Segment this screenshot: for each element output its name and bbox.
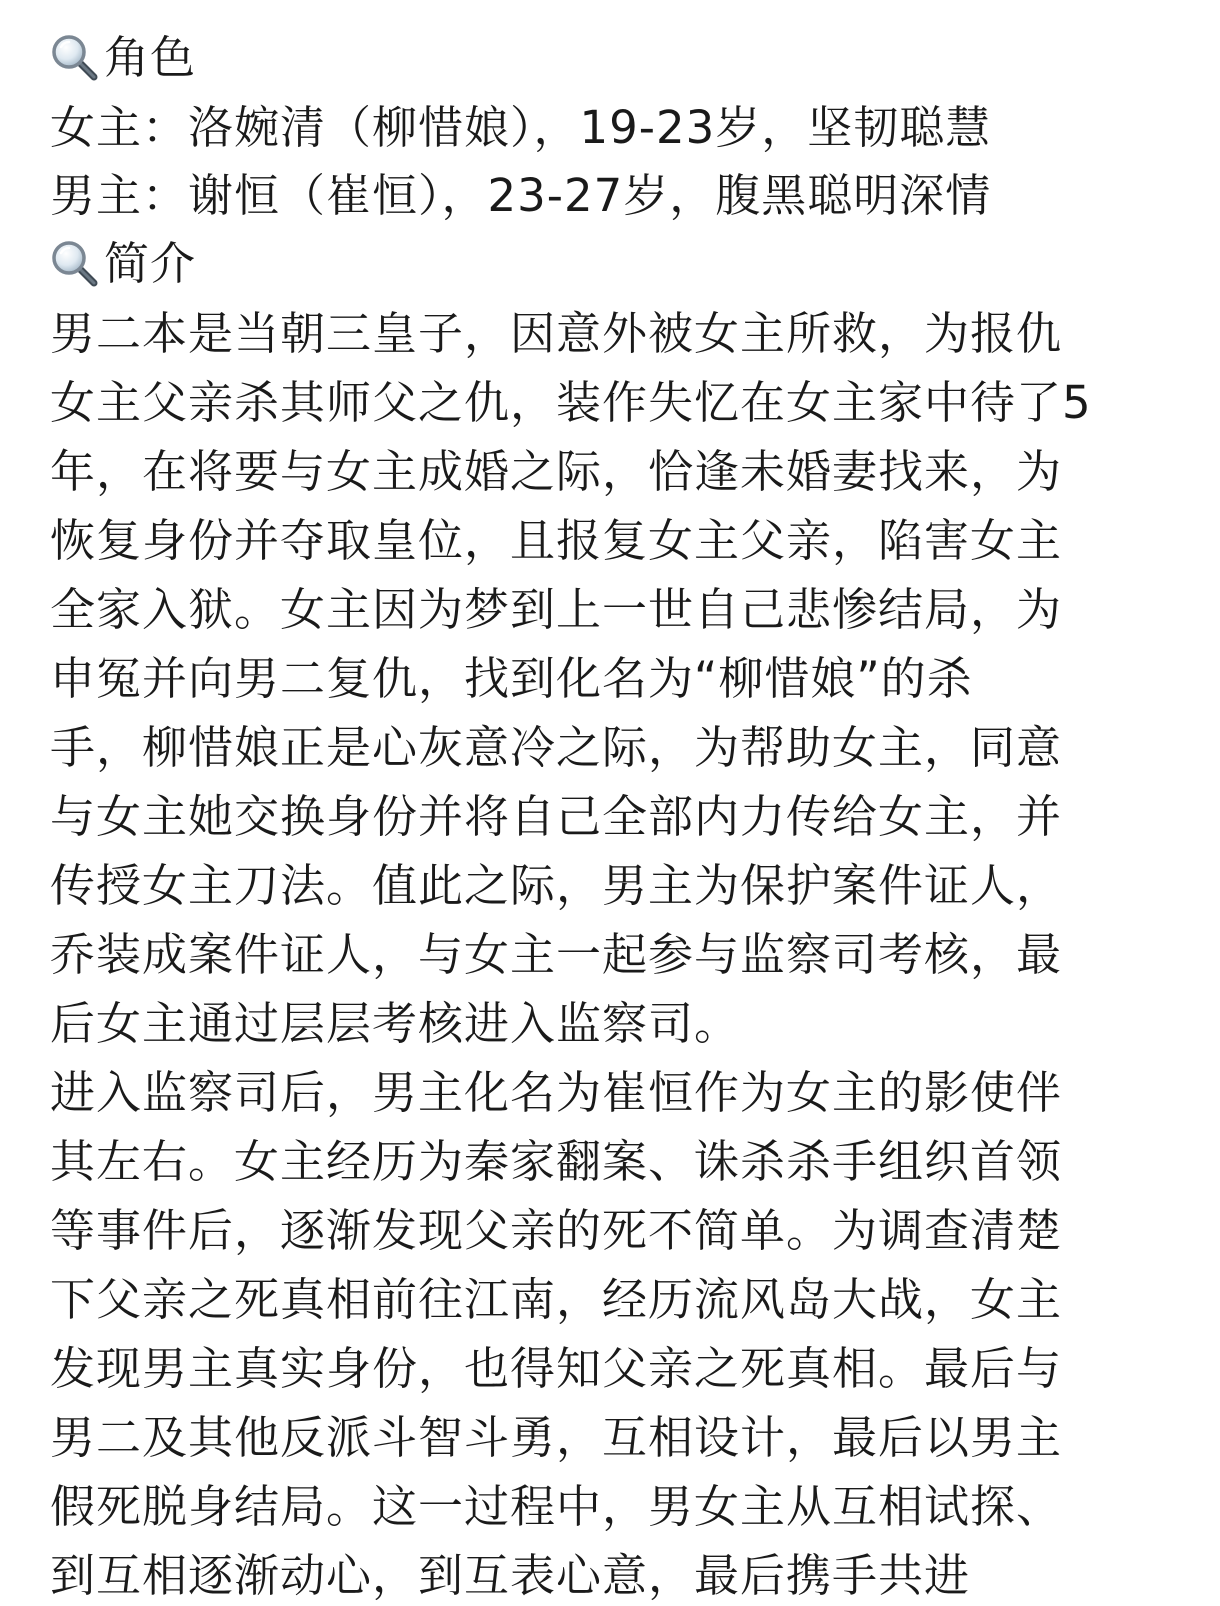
- synopsis-line: 男二本是当朝三皇子，因意外被女主所救，为报仇: [50, 307, 1063, 360]
- synopsis-line: 下父亲之死真相前往江南，经历流风岛大战，女主: [50, 1273, 1063, 1326]
- synopsis-line: 与女主她交换身份并将自己全部内力传给女主，并: [50, 790, 1063, 843]
- roles-heading: [50, 28, 196, 88]
- synopsis-line: 后女主通过层层考核进入监察司。: [50, 997, 741, 1050]
- synopsis-line: 其左右。女主经历为秦家翻案、诛杀杀手组织首领: [50, 1135, 1063, 1188]
- synopsis-line: 恢复身份并夺取皇位，且报复女主父亲，陷害女主: [50, 514, 1063, 567]
- synopsis-line: 等事件后，逐渐发现父亲的死不简单。为调查清楚: [50, 1204, 1063, 1257]
- synopsis-line: 乔装成案件证人，与女主一起参与监察司考核，最: [50, 928, 1063, 981]
- synopsis-line: 传授女主刀法。值此之际，男主为保护案件证人，: [50, 859, 1063, 912]
- synopsis-line: 进入监察司后，男主化名为崔恒作为女主的影使伴: [50, 1066, 1063, 1119]
- synopsis-line: 手，柳惜娘正是心灰意冷之际，为帮助女主，同意: [50, 721, 1063, 774]
- synopsis-heading-text: 简介: [104, 237, 197, 290]
- role-line-hero: 男主：谢恒（崔恒），23-27岁，腹黑聪明深情: [50, 169, 992, 222]
- magnifying-glass-icon: [50, 239, 100, 289]
- role-line-heroine: 女主：洛婉清（柳惜娘），19-23岁，坚韧聪慧: [50, 101, 992, 154]
- synopsis-line: 到互相逐渐动心，到互表心意，最后携手共进: [50, 1549, 971, 1602]
- synopsis-line: 发现男主真实身份，也得知父亲之死真相。最后与: [50, 1342, 1063, 1395]
- synopsis-line: 申冤并向男二复仇，找到化名为“柳惜娘”的杀: [50, 652, 973, 705]
- synopsis-line: 男二及其他反派斗智斗勇，互相设计，最后以男主: [50, 1411, 1063, 1464]
- synopsis-line: 全家入狱。女主因为梦到上一世自己悲惨结局，为: [50, 583, 1063, 636]
- synopsis-line: 年，在将要与女主成婚之际，恰逢未婚妻找来，为: [50, 445, 1063, 498]
- synopsis-line: 假死脱身结局。这一过程中，男女主从互相试探、: [50, 1480, 1063, 1533]
- synopsis-line: 女主父亲杀其师父之仇，装作失忆在女主家中待了5: [50, 376, 1092, 429]
- magnifying-glass-icon: [50, 33, 100, 83]
- roles-heading-text: 角色: [104, 31, 197, 84]
- synopsis-heading: [50, 234, 196, 294]
